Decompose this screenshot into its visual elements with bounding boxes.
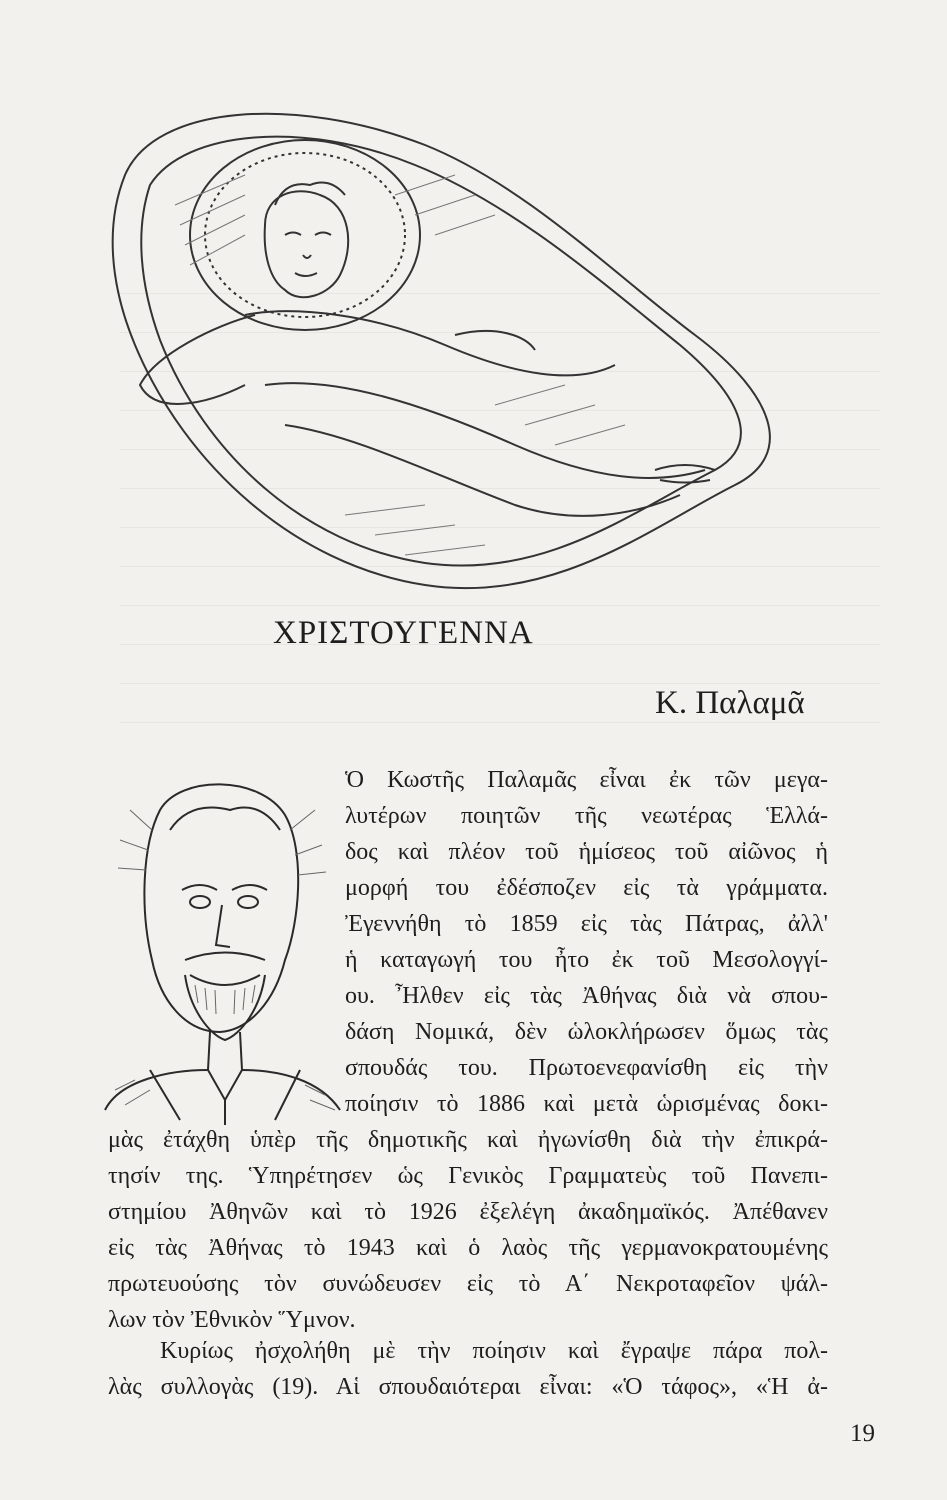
bio-line: τησίν της. Ὑπηρέτησεν ὡς Γενικὸς Γραμματεὺς τοῦ Πανεπι- [108, 1163, 828, 1189]
bio-line: μὰς ἐτάχθη ὑπὲρ τῆς δημοτικῆς καὶ ἠγωνίσθη διὰ τὴν ἐπικρά- [108, 1127, 828, 1153]
poetry-paragraph [108, 1333, 828, 1405]
bio-line: δάση Νομικά, δὲν ὡλοκλήρωσεν ὅμως τὰς [345, 1019, 828, 1045]
page-number: 19 [850, 1420, 875, 1447]
bio-line: σπουδάς του. Πρωτοενεφανίσθη εἰς τὴν [345, 1055, 828, 1081]
bio-line: Ὁ Κωστῆς Παλαμᾶς εἶναι ἐκ τῶν μεγα- [345, 767, 828, 793]
bio-line: λων τὸν Ἐθνικὸν Ὕμνον. [108, 1307, 356, 1333]
bio-line: ἡ καταγωγή του ἦτο ἐκ τοῦ Μεσολογγί- [345, 947, 828, 973]
poem-title: ΧΡΙΣΤΟΥΓΕΝΝΑ [273, 615, 534, 651]
bio-line: πρωτευούσης τὸν συνώδευσεν εἰς τὸ Α΄ Νεκροταφεῖον ψάλ- [108, 1271, 828, 1297]
infant-in-cradle-illustration [95, 85, 785, 605]
bio-line: Ἐγεννήθη τὸ 1859 εἰς τὰς Πάτρας, ἀλλ' [345, 911, 828, 937]
bio-line: μορφή του ἐδέσποζεν εἰς τὰ γράμματα. [345, 875, 828, 901]
bio-line: ποίησιν τὸ 1886 καὶ μετὰ ὡρισμένας δοκι- [345, 1091, 828, 1117]
bio-line: ου. Ἦλθεν εἰς τὰς Ἀθήνας διὰ νὰ σπου- [345, 983, 828, 1009]
bio-line: εἰς τὰς Ἀθήνας τὸ 1943 καὶ ὁ λαὸς τῆς γερμανοκρατουμένης [108, 1235, 828, 1261]
portrait-illustration [90, 770, 350, 1125]
paragraph-line: λὰς συλλογὰς (19). Αἱ σπουδαιότεραι εἶναι: «Ὁ τάφος», «Ἡ ἀ- [108, 1374, 828, 1400]
bio-line: λυτέρων ποιητῶν τῆς νεωτέρας Ἑλλά- [345, 803, 828, 829]
author-name: Κ. Παλαμᾶ [655, 685, 805, 721]
bio-line: στημίου Ἀθηνῶν καὶ τὸ 1926 ἐξελέγη ἀκαδημαϊκός. Ἀπέθανεν [108, 1199, 828, 1225]
biography-full-width [108, 1122, 828, 1338]
bio-line: δος καὶ πλέον τοῦ ἡμίσεος τοῦ αἰῶνος ἡ [345, 839, 828, 865]
biography-narrow-column [345, 762, 828, 1122]
paragraph-line: Κυρίως ἠσχολήθη μὲ τὴν ποίησιν καὶ ἔγραψε πάρα πολ- [160, 1338, 828, 1364]
